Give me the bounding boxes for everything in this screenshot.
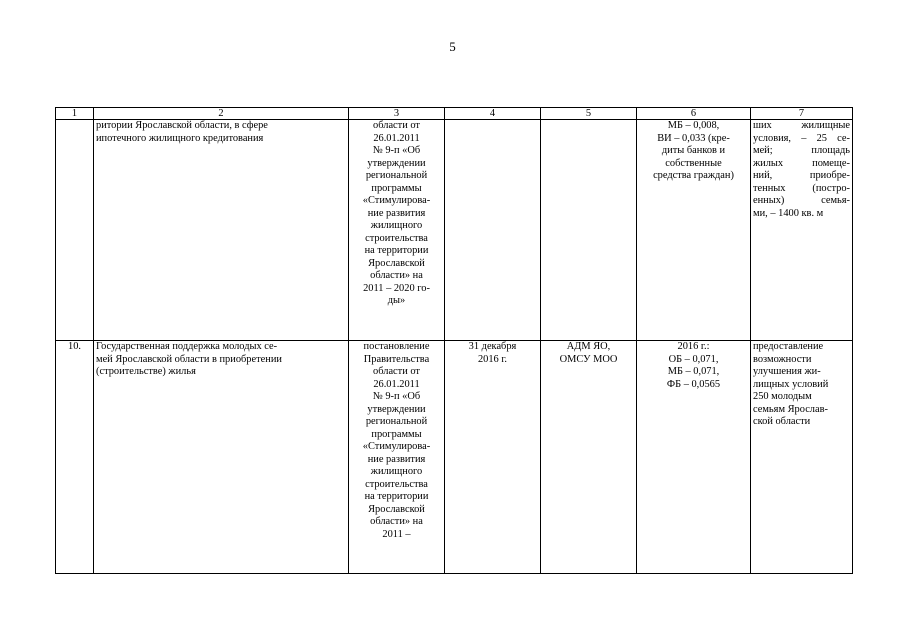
text-line: жилищного <box>370 466 423 477</box>
measure-cell <box>94 120 349 341</box>
text-line: программы <box>371 182 422 194</box>
column-number-7: 7 <box>751 108 853 120</box>
funding-cell <box>637 120 751 341</box>
result-cell <box>751 341 853 574</box>
text-line: 2016 г. <box>477 353 508 365</box>
text-line: ми, – 1400 кв. м <box>753 207 824 219</box>
text-line: мей Ярославской области в приобретении <box>96 353 282 365</box>
text-line: «Стимулирова- <box>362 441 431 452</box>
text-line: собственные <box>665 157 722 169</box>
text-line: на территории <box>364 491 429 502</box>
text-line: области от <box>373 120 420 131</box>
text-line: Ярославской <box>368 257 425 269</box>
text-line: ших жилищные <box>753 120 850 131</box>
text-line: семьям Ярослав- <box>753 403 828 415</box>
deadline-cell <box>445 120 541 341</box>
column-number-5: 5 <box>541 108 637 120</box>
text-line: 2011 – 2020 го- <box>363 282 430 294</box>
table-row <box>56 120 853 341</box>
text-line: жилищного <box>370 220 423 231</box>
text-line: 26.01.2011 <box>373 378 420 390</box>
executor-cell <box>541 120 637 341</box>
text-line: ФБ – 0,0565 <box>666 378 721 390</box>
text-line: программы <box>371 428 422 440</box>
text-line: региональной <box>365 416 428 427</box>
legal-basis-cell <box>349 341 445 574</box>
text-line: № 9-п «Об <box>372 145 421 156</box>
deadline-cell <box>445 341 541 574</box>
column-number-4: 4 <box>445 108 541 120</box>
text-line: жилых помеще- <box>753 157 850 169</box>
text-line: (строительстве) жилья <box>96 366 196 377</box>
column-number-3: 3 <box>349 108 445 120</box>
text-line: на территории <box>364 245 429 256</box>
text-line: утверждении <box>367 403 426 415</box>
page-number: 5 <box>449 39 456 54</box>
text-line: ритории Ярославской области, в сфере <box>96 120 268 131</box>
text-line: ний, приобре- <box>753 170 850 181</box>
text-line: области» на <box>370 270 423 281</box>
text-line: строительства <box>365 478 428 490</box>
text-line: тенных (постро- <box>753 182 850 194</box>
text-line: мей; площадь <box>753 145 850 156</box>
column-number-6: 6 <box>637 108 751 120</box>
text-line: ОМСУ МОО <box>559 353 618 365</box>
text-line: средства граждан) <box>653 170 734 181</box>
text-line: возможности <box>753 353 812 365</box>
text-line: утверждении <box>367 157 426 169</box>
text-line: МБ – 0,071, <box>667 366 720 377</box>
text-line: постановление <box>363 341 430 352</box>
text-line: МБ – 0,008, <box>667 120 720 131</box>
text-line: строительства <box>365 232 428 244</box>
text-line: «Стимулирова- <box>362 195 431 206</box>
text-line: ОБ – 0,071, <box>668 353 719 365</box>
program-table <box>55 107 853 574</box>
text-line: ской области <box>753 416 811 427</box>
table-row <box>56 341 853 574</box>
text-line: области» на <box>370 516 423 527</box>
text-line: ние развития <box>367 453 426 465</box>
text-line: улучшения жи- <box>753 366 821 377</box>
column-number-row <box>56 108 853 120</box>
text-line: ние развития <box>367 207 426 219</box>
text-line: лищных условий <box>753 378 829 390</box>
text-line: диты банков и <box>661 145 726 156</box>
text-line: 31 декабря <box>468 341 517 352</box>
text-line: Ярославской <box>368 503 425 515</box>
text-line: 2016 г.: <box>677 341 710 352</box>
text-line: региональной <box>365 170 428 181</box>
text-line: ды» <box>387 295 406 306</box>
text-line: ипотечного жилищного кредитования <box>96 132 264 144</box>
column-number-2: 2 <box>94 108 349 120</box>
executor-cell <box>541 341 637 574</box>
column-number-1: 1 <box>56 108 94 120</box>
row-number-cell <box>56 120 94 341</box>
text-line: № 9-п «Об <box>372 391 421 402</box>
measure-cell <box>94 341 349 574</box>
row-number-cell: 10. <box>56 341 94 574</box>
text-line: АДМ ЯО, <box>566 341 611 352</box>
text-line: 26.01.2011 <box>373 132 420 144</box>
text-line: 2011 – <box>382 528 411 540</box>
text-line: ВИ – 0,033 (кре- <box>657 132 730 144</box>
text-line: 250 молодым <box>753 391 812 402</box>
text-line: предоставление <box>753 341 824 352</box>
result-cell <box>751 120 853 341</box>
text-line: енных) семья- <box>753 195 850 206</box>
text-line: области от <box>373 366 420 377</box>
text-line: Правительства <box>363 353 430 365</box>
legal-basis-cell <box>349 120 445 341</box>
text-line: условия, – 25 се- <box>753 132 850 144</box>
text-line: Государственная поддержка молодых се- <box>96 341 278 352</box>
funding-cell <box>637 341 751 574</box>
